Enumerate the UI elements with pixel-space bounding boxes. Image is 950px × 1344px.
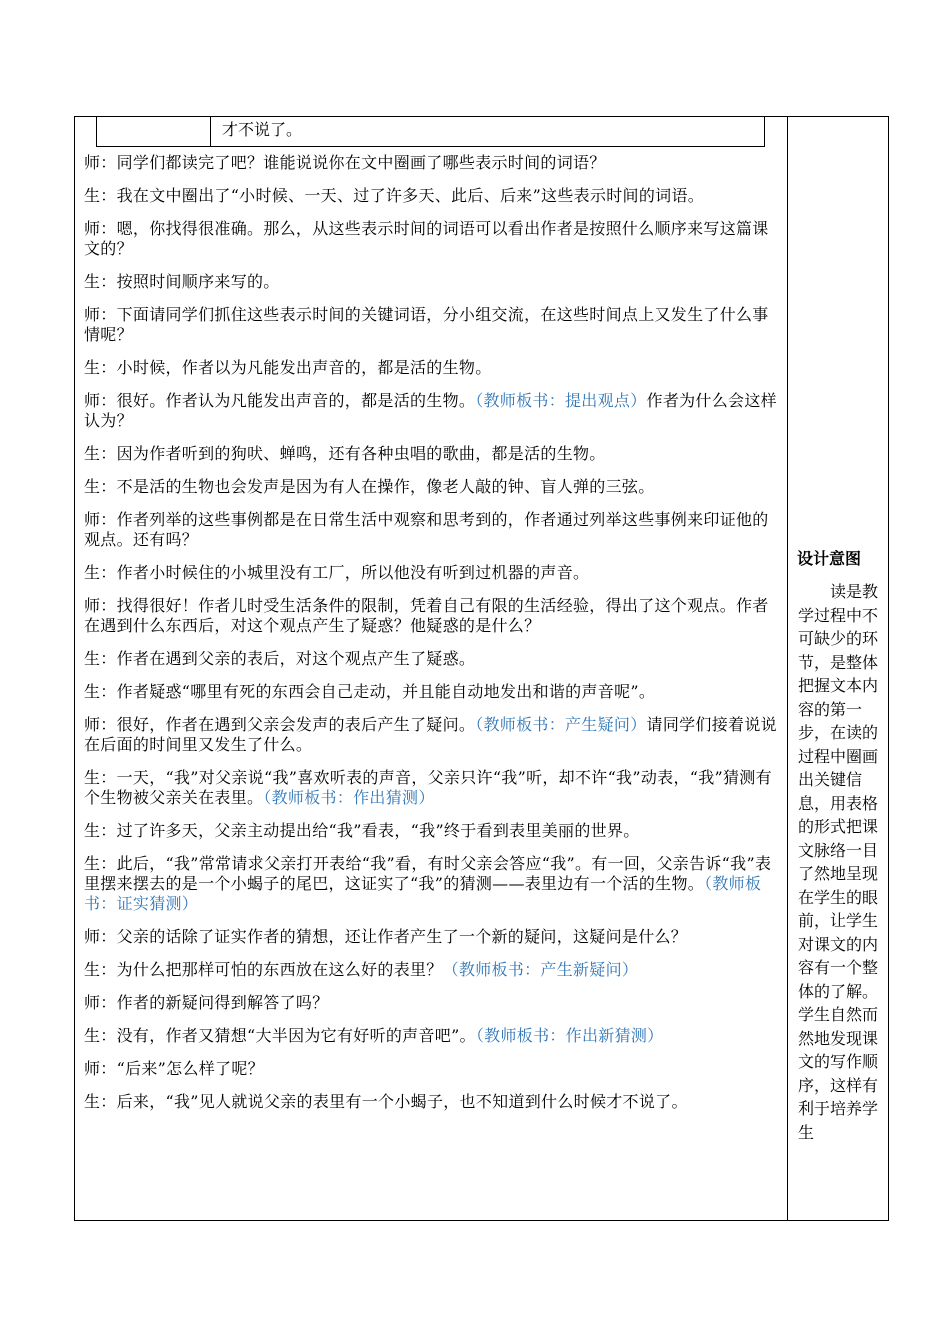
dialogue-text: 生：我在文中圈出了“小时候、一天、过了许多天、此后、后来”这些表示时间的词语。	[84, 186, 705, 205]
board-note: （教师板书：提出观点）	[475, 391, 647, 410]
dialogue-line	[84, 153, 777, 173]
dialogue-line	[84, 358, 777, 378]
dialogue-line	[84, 960, 777, 980]
dialogue-line	[84, 1026, 777, 1046]
dialogue-text: 师：找得很好！作者儿时受生活条件的限制，凭着自己有限的生活经验，得出了这个观点。作者在遇到什么东西后，对这个观点产生了疑惑？他疑惑的是什么？	[84, 596, 769, 635]
dialogue-text: 师：很好。作者认为凡能发出声音的，都是活的生物。	[84, 391, 476, 410]
dialogue-line	[84, 477, 777, 497]
dialogue-line	[84, 927, 777, 947]
board-note: （教师板书：作出新猜测）	[475, 1026, 664, 1045]
dialogue-line	[84, 305, 777, 345]
dialogue-text: 生：后来，“我”见人就说父亲的表里有一个小蝎子，也不知道到什么时候才不说了。	[84, 1092, 688, 1111]
design-intent-title: 设计意图	[797, 549, 862, 568]
dialogue-text: 生：过了许多天，父亲主动提出给“我”看表，“我”终于看到表里美丽的世界。	[84, 821, 640, 840]
nested-table-row	[96, 116, 765, 147]
column-divider	[787, 116, 788, 1221]
board-note: （教师板书：作出猜测）	[263, 788, 435, 807]
nested-table-divider	[210, 116, 211, 147]
dialogue-line	[84, 1092, 777, 1112]
dialogue-text: 师：同学们都读完了吧？谁能说说你在文中圈画了哪些表示时间的词语？	[84, 153, 606, 172]
dialogue-column	[84, 153, 777, 1125]
board-note: （教师板书：产生疑问）	[475, 715, 647, 734]
dialogue-text: 生：一天，“我”对父亲说“我”喜欢听表的声音，父亲只许“我”听，却不许“我”动表，“我”猜测有个生物被父亲关在表里。	[84, 768, 772, 807]
dialogue-text: 生：为什么把那样可怕的东西放在这么好的表里？	[84, 960, 443, 979]
dialogue-line	[84, 596, 777, 636]
dialogue-line	[84, 272, 777, 292]
dialogue-line	[84, 1059, 777, 1079]
dialogue-line	[84, 768, 777, 808]
dialogue-line	[84, 391, 777, 431]
dialogue-line	[84, 649, 777, 669]
dialogue-text: 生：作者在遇到父亲的表后，对这个观点产生了疑惑。	[84, 649, 476, 668]
dialogue-text: 师：父亲的话除了证实作者的猜想，还让作者产生了一个新的疑问，这疑问是什么？	[84, 927, 688, 946]
dialogue-text: 师：下面请同学们抓住这些表示时间的关键词语，分小组交流，在这些时间点上又发生了什么事情呢？	[84, 305, 769, 344]
dialogue-line	[84, 715, 777, 755]
board-note: （教师板书：产生新疑问）	[442, 960, 639, 979]
nested-table-cell: 才不说了。	[222, 120, 303, 139]
dialogue-line	[84, 219, 777, 259]
dialogue-text: 生：小时候，作者以为凡能发出声音的，都是活的生物。	[84, 358, 492, 377]
dialogue-line	[84, 510, 777, 550]
board-note: （教师板书：证实猜测）	[84, 874, 762, 913]
dialogue-text: 生：作者小时候住的小城里没有工厂，所以他没有听到过机器的声音。	[84, 563, 590, 582]
dialogue-line	[84, 854, 777, 914]
dialogue-text: 生：此后，“我”常常请求父亲打开表给“我”看，有时父亲会答应“我”。有一回，父亲告诉“我”表里摆来摆去的是一个小蝎子的尾巴，这证实了“我”的猜测——表里边有一个活的生物。	[84, 854, 772, 893]
dialogue-line	[84, 682, 777, 702]
dialogue-line	[84, 563, 777, 583]
dialogue-text: 师：作者的新疑问得到解答了吗？	[84, 993, 329, 1012]
dialogue-line	[84, 993, 777, 1013]
dialogue-text: 生：没有，作者又猜想“大半因为它有好听的声音吧”。	[84, 1026, 476, 1045]
dialogue-text: 生：因为作者听到的狗吠、蝉鸣，还有各种虫唱的歌曲，都是活的生物。	[84, 444, 606, 463]
dialogue-continuation: 作者为什么会这样认为？	[84, 391, 777, 430]
dialogue-text: 师：作者列举的这些事例都是在日常生活中观察和思考到的，作者通过列举这些事例来印证他的观点。还有吗？	[84, 510, 769, 549]
dialogue-text: 生：作者疑惑“哪里有死的东西会自己走动，并且能自动地发出和谐的声音呢”。	[84, 682, 656, 701]
dialogue-text: 生：不是活的生物也会发声是因为有人在操作，像老人敲的钟、盲人弹的三弦。	[84, 477, 655, 496]
dialogue-line	[84, 444, 777, 464]
dialogue-text: 师：嗯，你找得很准确。那么，从这些表示时间的词语可以看出作者是按照什么顺序来写这篇课文的？	[84, 219, 769, 258]
dialogue-text: 师：“后来”怎么样了呢？	[84, 1059, 264, 1078]
dialogue-continuation: 请同学们接着说说在后面的时间里又发生了什么。	[84, 715, 777, 754]
dialogue-line	[84, 821, 777, 841]
dialogue-text: 师：很好，作者在遇到父亲会发声的表后产生了疑问。	[84, 715, 476, 734]
design-intent-text: 读是教学过程中不可缺少的环节，是整体把握文本内容的第一步，在读的过程中圈画出关键信息，用表格的形式把课文脉络一目了然地呈现在学生的眼前，让学生对课文的内容有一个整体的了解。学生自然而然地发现课文的写作顺序，这样有利于培养学生	[798, 582, 879, 1142]
dialogue-line	[84, 186, 777, 206]
dialogue-text: 生：按照时间顺序来写的。	[84, 272, 280, 291]
